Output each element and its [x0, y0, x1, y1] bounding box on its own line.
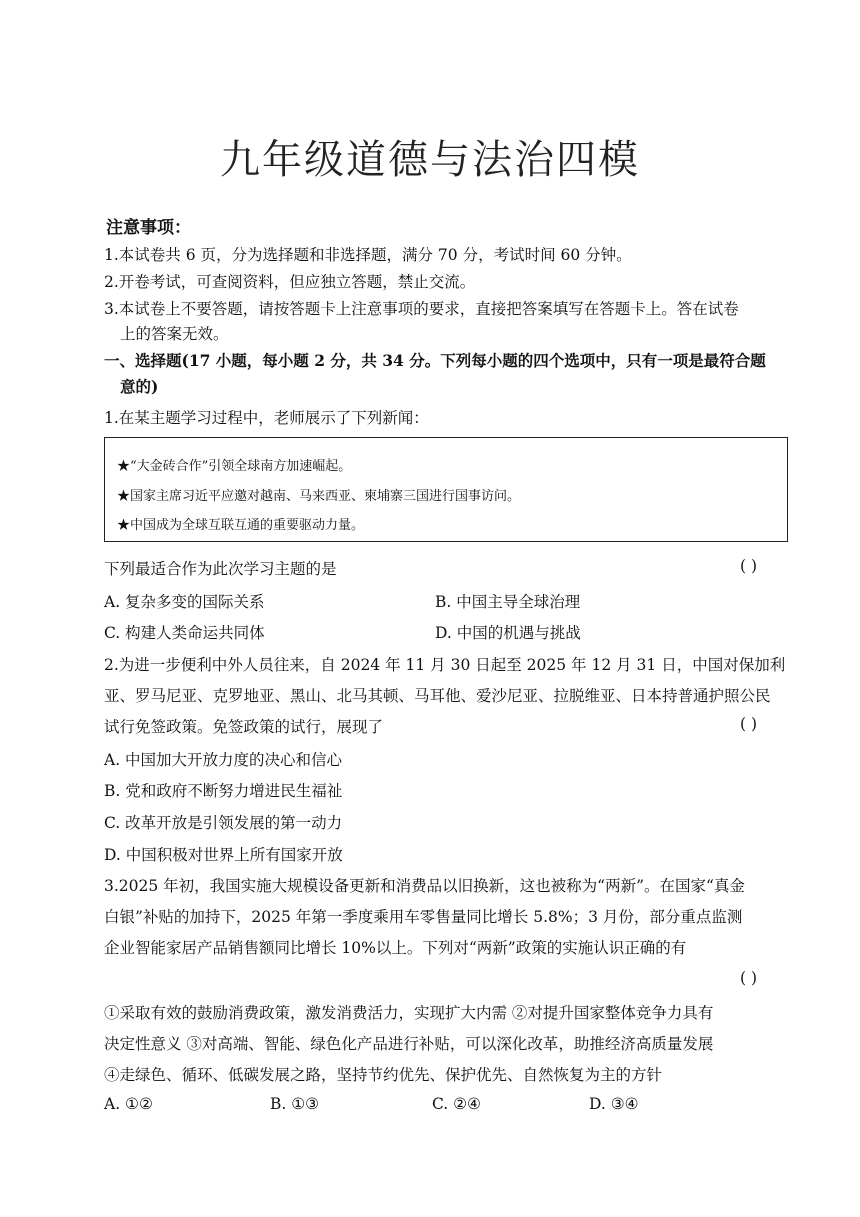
q3-statement-line: ④走绿色、循环、低碳发展之路，坚持节约优先、保护优先、自然恢复为主的方针: [104, 1066, 663, 1084]
news-item: ★国家主席习近平应邀对越南、马来西亚、柬埔寨三国进行国事访问。: [117, 489, 521, 504]
q3-option-d: D. ③④: [589, 1095, 639, 1113]
page-title: 九年级道德与法治四模: [220, 137, 640, 183]
q3-option-c: C. ②④: [432, 1095, 481, 1113]
news-item: ★“大金砖合作”引领全球南方加速崛起。: [117, 459, 352, 474]
q3-stem-line: 企业智能家居产品销售额同比增长 10%以上。下列对“两新”政策的实施认识正确的有: [104, 939, 687, 957]
q2-stem-line: 试行免签政策。免签政策的试行，展现了: [104, 718, 384, 736]
q1-stem: 1.在某主题学习过程中，老师展示了下列新闻：: [104, 409, 429, 427]
q2-option-b: B. 党和政府不断努力增进民生福祉: [104, 782, 343, 800]
q1-question: 下列最适合作为此次学习主题的是: [104, 560, 337, 578]
q1-option-c: C. 构建人类命运共同体: [104, 624, 265, 642]
notice-item-1: 1.本试卷共 6 页，分为选择题和非选择题，满分 70 分，考试时间 60 分钟。: [104, 246, 632, 264]
q1-option-d: D. 中国的机遇与挑战: [435, 624, 581, 642]
q2-answer-blank: ( ): [740, 715, 758, 733]
q2-option-a: A. 中国加大开放力度的决心和信心: [104, 751, 343, 769]
q2-option-c: C. 改革开放是引领发展的第一动力: [104, 814, 343, 832]
q2-stem-line: 2.为进一步便利中外人员往来，自 2024 年 11 月 30 日起至 2025 年 12 月 31 日，中国对保加利: [104, 656, 786, 674]
news-box: [104, 437, 788, 542]
q3-option-b: B. ①③: [270, 1095, 320, 1113]
q2-stem-line: 亚、罗马尼亚、克罗地亚、黑山、北马其顿、马耳他、爱沙尼亚、拉脱维亚、日本持普通护照公民: [104, 687, 771, 705]
notice-item-3: 3.本试卷上不要答题，请按答题卡上注意事项的要求，直接把答案填写在答题卡上。答在试卷: [104, 300, 739, 318]
q1-option-a: A. 复杂多变的国际关系: [104, 593, 265, 611]
q3-option-a: A. ①②: [104, 1095, 153, 1113]
q3-stem-line: 3.2025 年初，我国实施大规模设备更新和消费品以旧换新，这也被称为“两新”。在国家“真金: [104, 877, 745, 895]
news-item: ★中国成为全球互联互通的重要驱动力量。: [117, 518, 365, 533]
notice-item-3-cont: 上的答案无效。: [120, 325, 229, 343]
q1-answer-blank: ( ): [740, 557, 758, 575]
section-heading-cont: 意的): [120, 377, 159, 396]
q3-answer-blank: ( ): [740, 969, 758, 987]
notice-item-2: 2.开卷考试，可查阅资料，但应独立答题，禁止交流。: [104, 273, 476, 291]
q1-option-b: B. 中国主导全球治理: [435, 593, 581, 611]
q3-statement-line: 决定性意义 ③对高端、智能、绿色化产品进行补贴，可以深化改革，助推经济高质量发展: [104, 1035, 714, 1053]
q3-statement-line: ①采取有效的鼓励消费政策，激发消费活力，实现扩大内需 ②对提升国家整体竞争力具有: [104, 1004, 714, 1022]
q3-stem-line: 白银”补贴的加持下，2025 年第一季度乘用车零售量同比增长 5.8%；3 月份，部分重点监测: [104, 908, 743, 926]
notice-heading: 注意事项：: [106, 218, 191, 238]
q2-option-d: D. 中国积极对世界上所有国家开放: [104, 846, 343, 864]
section-heading: 一、选择题(17 小题，每小题 2 分，共 34 分。下列每小题的四个选项中，只有一项是最符合题: [104, 351, 766, 370]
